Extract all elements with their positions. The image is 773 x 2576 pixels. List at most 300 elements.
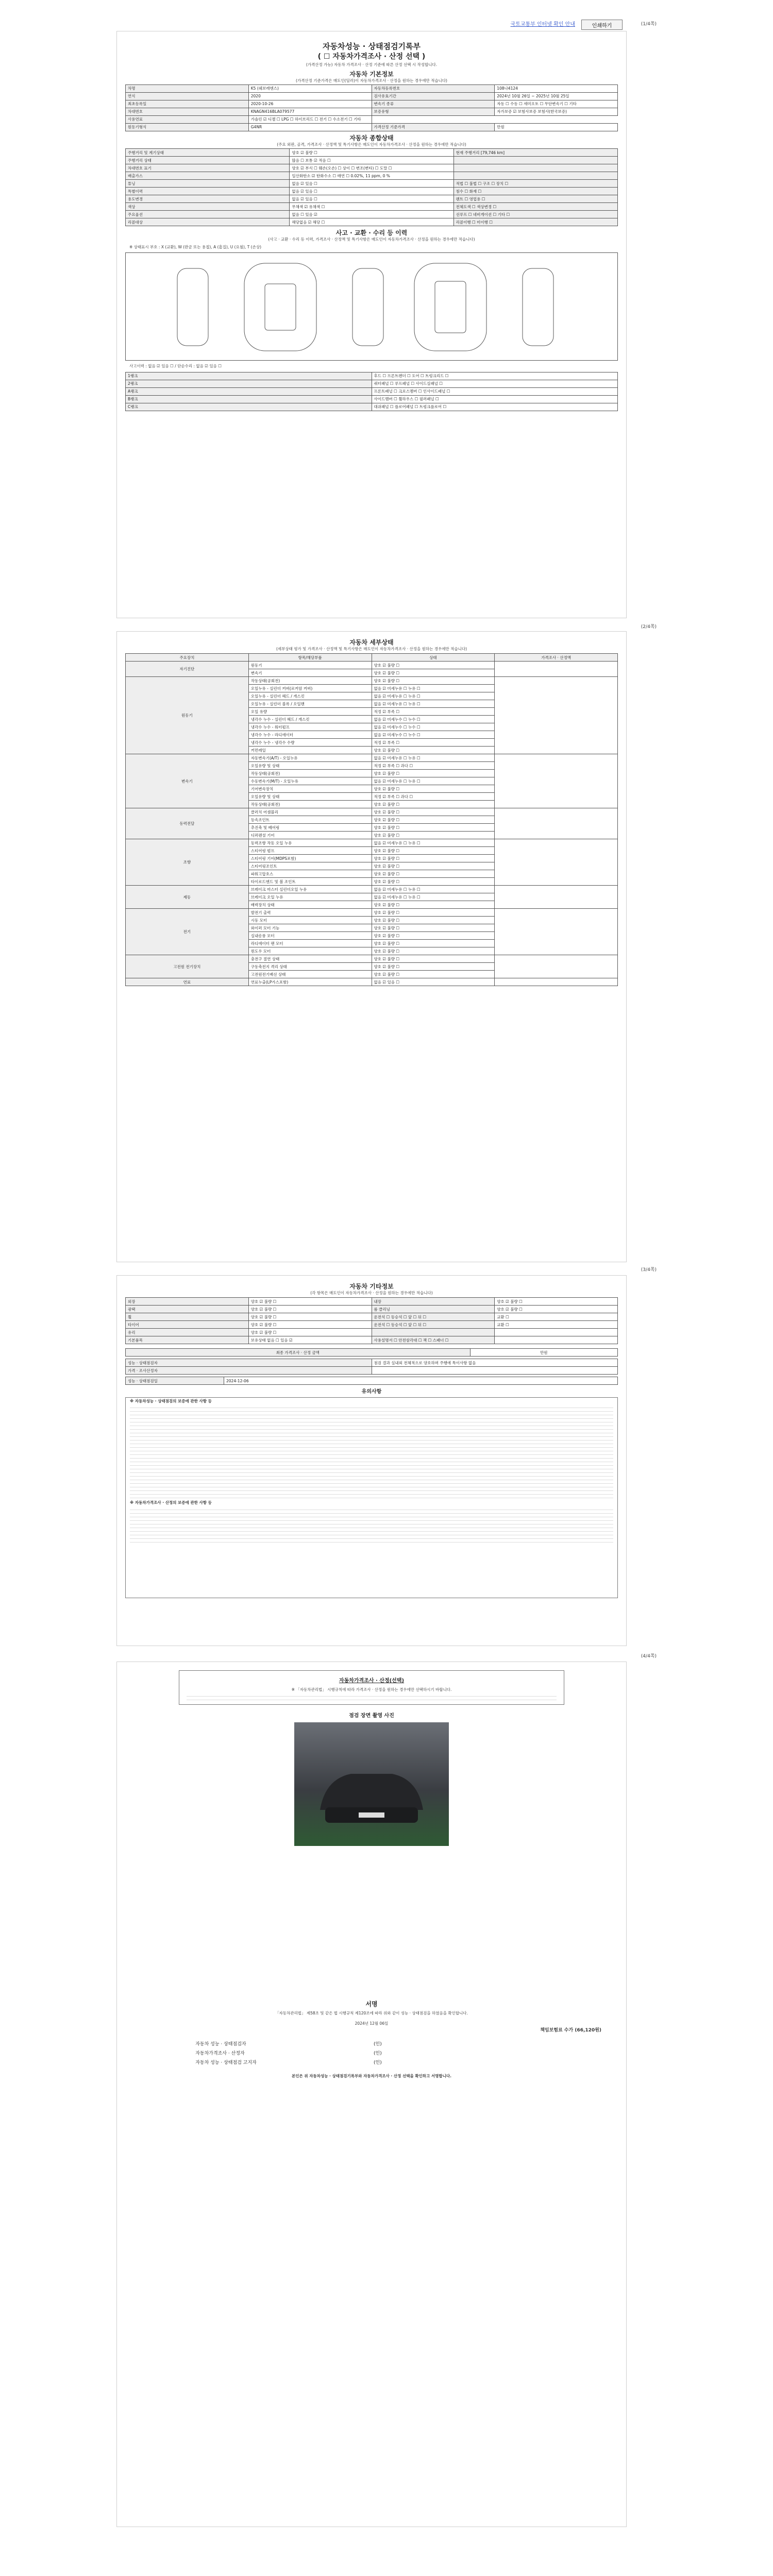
etc-cell: 외장 xyxy=(126,1298,249,1306)
state-cell: 없음 ☑ 있음 ☐ xyxy=(290,195,453,203)
detail-state: 없음 ☑ 미세누유 ☐ 누유 ☐ xyxy=(372,893,495,901)
notice-line xyxy=(130,1427,613,1430)
detail-header: 주요장치 xyxy=(126,654,249,662)
final-price-value: 만원 xyxy=(470,1349,618,1357)
doc-subtitle: ( ☐ 자동차가격조사 · 산정 선택 ) xyxy=(317,52,426,61)
state-cell: 없음 ☑ 있음 ☐ xyxy=(290,188,453,195)
detail-state: 양호 ☑ 불량 ☐ xyxy=(372,963,495,971)
frame-cell: 후드 ☐ 프론트펜더 ☐ 도어 ☐ 트렁크리드 ☐ xyxy=(372,372,618,380)
etc-cell: 교환 ☐ xyxy=(495,1321,618,1329)
state-row xyxy=(126,218,618,226)
detail-row xyxy=(126,909,618,917)
frame-row xyxy=(126,372,618,380)
state-cell: 선루프 ☐ 네비게이션 ☐ 기타 ☐ xyxy=(453,211,617,218)
frame-cell: 사이드멤버 ☐ 휠하우스 ☐ 필러패널 ☐ xyxy=(372,395,618,403)
state-cell xyxy=(453,172,617,180)
etc-row xyxy=(126,1306,618,1313)
notice-line xyxy=(130,1420,613,1422)
detail-state: 없음 ☑ 미세누유 ☐ 누유 ☐ xyxy=(372,685,495,692)
detail-item: 기어변속장치 xyxy=(248,785,372,793)
detail-item: 추진축 및 베어링 xyxy=(248,824,372,832)
notice-line xyxy=(130,1442,613,1444)
notice-line xyxy=(130,1460,613,1462)
notice-line xyxy=(130,1467,613,1469)
detail-state: 양호 ☑ 불량 ☐ xyxy=(372,832,495,839)
detail-item: 충전구 절연 상태 xyxy=(248,955,372,963)
detail-row xyxy=(126,978,618,986)
final-price-label: 최종 가격조사 · 산정 금액 xyxy=(126,1349,470,1357)
detail-item: 오일누유 - 실린더 블록 / 오일팬 xyxy=(248,700,372,708)
special-cell: 성능 · 상태점검자 xyxy=(126,1359,372,1367)
page-1 xyxy=(116,31,627,618)
frame-row xyxy=(126,380,618,387)
basic-info-cell: 자가보증 ☑ 보험사보증 보험사(한국보증) xyxy=(495,108,618,116)
etc-cell: 교환 ☐ xyxy=(495,1313,618,1321)
footer-text: 본인은 위 자동차성능 · 상태점검기록부와 자동차가격조사 · 산정 선택을 확인하고 서명합니다. xyxy=(292,2074,451,2079)
fee-tail: 원) xyxy=(595,2028,601,2033)
price-banner xyxy=(179,1670,564,1705)
etc-cell: 양호 ☑ 불량 ☐ xyxy=(495,1298,618,1306)
page-2 xyxy=(116,631,627,1262)
accident-sub: (사고 · 교환 · 수리 등 이력, 가격조사 · 산정액 및 특기사항은 매도인이 자동차가격조사 · 산정을 원하는 경우에만 적습니다) xyxy=(268,237,475,242)
detail-sub: (세부상태 평가 및 가격조사 · 산정액 및 특기사항은 매도인이 자동차가격조사 · 산정을 원하는 경우에만 적습니다) xyxy=(276,647,467,651)
signer-cell: 자동차 성능 · 상태점검 고지자 xyxy=(195,2060,257,2065)
basic-info-cell: 연식 xyxy=(126,93,249,100)
etc-row xyxy=(126,1313,618,1321)
detail-state: 양호 ☑ 불량 ☐ xyxy=(372,917,495,924)
detail-item: 커먼레일 xyxy=(248,747,372,754)
detail-state: 양호 ☑ 불량 ☐ xyxy=(372,847,495,855)
state-row xyxy=(126,188,618,195)
detail-row xyxy=(126,754,618,762)
detail-header: 상태 xyxy=(372,654,495,662)
detail-item: 스티어링조인트 xyxy=(248,862,372,870)
car-outline-icon xyxy=(126,253,618,360)
detail-price xyxy=(495,662,618,677)
state-row xyxy=(126,172,618,180)
notice-line xyxy=(130,1481,613,1484)
opinion-table xyxy=(125,1348,618,1357)
detail-state: 양호 ☑ 불량 ☐ xyxy=(372,662,495,669)
detail-state: 없음 ☑ 미세누유 ☐ 누유 ☐ xyxy=(372,839,495,847)
print-button[interactable]: 인쇄하기 xyxy=(581,20,623,30)
etc-row xyxy=(126,1298,618,1306)
detail-item: 스티어링 펌프 xyxy=(248,847,372,855)
basic-info-cell: 사용연료 xyxy=(126,116,249,124)
detail-row xyxy=(126,808,618,816)
basic-info-cell: 2020-10-26 xyxy=(248,100,372,108)
detail-price xyxy=(495,955,618,978)
basic-info-cell: 검사유효기간 xyxy=(372,93,495,100)
detail-group: 원동기 xyxy=(126,677,249,754)
notice-title: 유의사항 xyxy=(361,1389,382,1395)
notice-line xyxy=(130,1434,613,1437)
signer-cell: (인) xyxy=(374,2041,382,2047)
notice-line xyxy=(130,1452,613,1455)
state-cell: 침수 ☐ 화재 ☐ xyxy=(453,188,617,195)
notice-line xyxy=(130,1413,613,1415)
detail-state: 양호 ☑ 불량 ☐ xyxy=(372,862,495,870)
detail-item: 구동축전지 격리 상태 xyxy=(248,963,372,971)
sign-text: 「자동차관리법」 제58조 및 같은 법 시행규칙 제120조에 따라 위와 같이 성능 · 상태점검을 하였음을 확인합니다. xyxy=(275,2011,468,2016)
etc-cell xyxy=(495,1329,618,1336)
car-photo-icon xyxy=(294,1722,449,1846)
etc-cell: 양호 ☑ 불량 ☐ xyxy=(248,1313,372,1321)
detail-row xyxy=(126,662,618,669)
basic-info-cell: 가솔린 ☑ 디젤 ☐ LPG ☐ 하이브리드 ☐ 전기 ☐ 수소전기 ☐ 기타 xyxy=(248,116,372,124)
special-row xyxy=(126,1359,618,1367)
state-cell: 적법 ☐ 불법 ☐ 구조 ☐ 장치 ☐ xyxy=(453,180,617,188)
notice-line xyxy=(130,1449,613,1451)
basic-info-cell: 최초등록일 xyxy=(126,100,249,108)
state-cell: 없음 ☐ 있음 ☑ xyxy=(290,211,453,218)
frame-cell: A랭크 xyxy=(126,387,372,395)
etc-row xyxy=(126,1329,618,1336)
sign-title: 서명 xyxy=(365,2001,378,2008)
basic-info-cell: 2020 xyxy=(248,93,372,100)
check-date-value: 2024-12-06 xyxy=(224,1377,618,1385)
state-row xyxy=(126,164,618,172)
etc-title: 자동차 기타정보 xyxy=(349,1283,394,1290)
detail-state: 없음 ☑ 미세누수 ☐ 누수 ☐ xyxy=(372,716,495,723)
etc-cell: 사용설명서 ☐ 안전삼각대 ☐ 잭 ☐ 스패너 ☐ xyxy=(372,1336,495,1344)
detail-state: 없음 ☑ 미세누유 ☐ 누유 ☐ xyxy=(372,754,495,762)
notice-lines-2 xyxy=(126,1507,617,1543)
etc-cell: 룸 클리닝 xyxy=(372,1306,495,1313)
etc-cell: 운전석 ☐ 동승석 ☐ 앞 ☐ 뒤 ☐ xyxy=(372,1313,495,1321)
detail-header: 항목/해당부품 xyxy=(248,654,372,662)
check-date-label: 성능 · 상태점검일 xyxy=(126,1377,224,1385)
detail-state: 양호 ☑ 불량 ☐ xyxy=(372,816,495,824)
signer-row xyxy=(193,2040,550,2049)
etc-cell: 휠 xyxy=(126,1313,249,1321)
overall-state-sub: (주요 외판, 골격, 가격조사 · 산정액 및 특기사항은 매도인이 자동차가격조사 · 산정을 원하는 경우에만 적습니다) xyxy=(277,142,466,147)
detail-state: 없음 ☑ 미세누유 ☐ 누유 ☐ xyxy=(372,700,495,708)
frame-row xyxy=(126,395,618,403)
doc-note: (가격산정 가능) 자동차 가격조사 · 산정 기준에 따른 산정 선택 시 작성합니다. xyxy=(306,62,438,67)
notice-line xyxy=(130,1518,613,1521)
car-diagram xyxy=(125,252,618,361)
state-row xyxy=(126,149,618,157)
state-cell: 해당없음 ☑ 해당 ☐ xyxy=(290,218,453,226)
detail-state: 양호 ☑ 불량 ☐ xyxy=(372,940,495,947)
sign-date: 2024년 12월 06일 xyxy=(355,2021,389,2026)
state-cell: 주행거리 상태 xyxy=(126,157,290,164)
detail-group: 동력전달 xyxy=(126,808,249,839)
signer-row xyxy=(193,2049,550,2058)
doc-title: 자동차성능 · 상태점검기록부 xyxy=(322,42,421,51)
detail-item: 발전기 출력 xyxy=(248,909,372,917)
state-cell: 주행거리 및 계기상태 xyxy=(126,149,290,157)
notice-line xyxy=(130,1409,613,1412)
detail-item: 냉각수 누수 - 실린더 헤드 / 개스킷 xyxy=(248,716,372,723)
state-cell: 주요옵션 xyxy=(126,211,290,218)
detail-row xyxy=(126,677,618,685)
inspection-photo xyxy=(294,1722,449,1846)
notice-line xyxy=(130,1470,613,1473)
detail-item: 원동기 xyxy=(248,662,372,669)
state-cell: 렌트 ☐ 영업용 ☐ xyxy=(453,195,617,203)
state-cell: 일산화탄소 ☑ 탄화수소 ☐ 매연 ☐ 0.02%, 11 ppm, 0 % xyxy=(290,172,453,180)
basic-info-cell: 만원 xyxy=(495,124,618,131)
detail-state: 적정 ☑ 부족 ☐ 과다 ☐ xyxy=(372,793,495,801)
detail-state: 없음 ☑ 미세누유 ☐ 누유 ☐ xyxy=(372,692,495,700)
detail-state: 양호 ☑ 불량 ☐ xyxy=(372,878,495,886)
detail-item: 냉각수 누수 - 워터펌프 xyxy=(248,723,372,731)
etc-cell: 유리 xyxy=(126,1329,249,1336)
check-date-table xyxy=(125,1377,618,1385)
notice-line xyxy=(130,1431,613,1433)
state-row xyxy=(126,180,618,188)
detail-state: 양호 ☑ 불량 ☐ xyxy=(372,808,495,816)
detail-state: 양호 ☑ 불량 ☐ xyxy=(372,955,495,963)
signer-cell: (인) xyxy=(374,2060,382,2065)
etc-cell xyxy=(495,1336,618,1344)
detail-price xyxy=(495,839,618,886)
notice-line xyxy=(130,1496,613,1498)
detail-item: 연료누출(LP가스포함) xyxy=(248,978,372,986)
etc-cell: 광택 xyxy=(126,1306,249,1313)
etc-cell: 양호 ☑ 불량 ☐ xyxy=(248,1329,372,1336)
notice-line xyxy=(130,1438,613,1440)
page-4 xyxy=(116,1662,627,2527)
detail-item: 수동변속기(M/T) - 오일누유 xyxy=(248,777,372,785)
detail-state: 양호 ☑ 불량 ☐ xyxy=(372,924,495,932)
page-number-2: (2/4쪽) xyxy=(641,624,657,630)
notice-line xyxy=(130,1515,613,1517)
state-row xyxy=(126,211,618,218)
basic-info-row xyxy=(126,116,618,124)
detail-item: 등속조인트 xyxy=(248,816,372,824)
etc-cell xyxy=(372,1329,495,1336)
detail-group: 고전원 전기장치 xyxy=(126,955,249,978)
basic-info-cell: 자동차등록번호 xyxy=(372,85,495,93)
signer-table xyxy=(193,2040,550,2067)
detail-price xyxy=(495,978,618,986)
state-cell: 튜닝 xyxy=(126,180,290,188)
state-cell: 무채색 ☑ 유채색 ☐ xyxy=(290,203,453,211)
basic-info-cell: 2024년 10월 26일 ~ 2025년 10월 25일 xyxy=(495,93,618,100)
detail-item: 작동상태(공회전) xyxy=(248,677,372,685)
detail-state: 양호 ☑ 불량 ☐ xyxy=(372,669,495,677)
detail-item: 자동변속기(A/T) - 오일누유 xyxy=(248,754,372,762)
detail-state: 양호 ☑ 불량 ☐ xyxy=(372,855,495,862)
basic-info-row xyxy=(126,85,618,93)
detail-state: 양호 ☑ 불량 ☐ xyxy=(372,947,495,955)
detail-item: 브레이크 마스터 실린더오일 누유 xyxy=(248,886,372,893)
detail-item: 파워고압호스 xyxy=(248,870,372,878)
state-cell: 색상 xyxy=(126,203,290,211)
detail-price xyxy=(495,677,618,754)
detail-item: 타이로드엔드 및 볼 조인트 xyxy=(248,878,372,886)
verify-link[interactable]: 국토교통부 인터넷 확인 안내 xyxy=(510,22,575,27)
detail-state: 없음 ☑ 있음 ☐ xyxy=(372,978,495,986)
detail-state: 없음 ☑ 미세누유 ☐ 누유 ☐ xyxy=(372,777,495,785)
detail-state: 양호 ☑ 불량 ☐ xyxy=(372,932,495,940)
detail-row xyxy=(126,839,618,847)
notice-line xyxy=(130,1507,613,1510)
etc-cell: 양호 ☑ 불량 ☐ xyxy=(248,1321,372,1329)
notice-heading-2: ※ 자동차가격조사 · 산정의 보증에 관한 사항 등 xyxy=(130,1500,212,1505)
notice-line xyxy=(130,1456,613,1459)
etc-row xyxy=(126,1336,618,1344)
basic-info-row xyxy=(126,124,618,131)
banner-title: 자동차가격조사 · 산정(선택) xyxy=(339,1678,405,1684)
state-cell: 배출가스 xyxy=(126,172,290,180)
notice-heading-1: ※ 자동차성능 · 상태점검의 보증에 관한 사항 등 xyxy=(130,1398,212,1403)
detail-table xyxy=(125,653,618,986)
detail-state: 양호 ☑ 불량 ☐ xyxy=(372,770,495,777)
notice-line xyxy=(130,1463,613,1466)
detail-header: 가격조사 · 산정액 xyxy=(495,654,618,662)
frame-table xyxy=(125,372,618,411)
state-cell: 현재 주행거리 [79,746 km] xyxy=(453,149,617,157)
notice-line xyxy=(130,1485,613,1487)
detail-group: 변속기 xyxy=(126,754,249,808)
state-cell: 용도변경 xyxy=(126,195,290,203)
detail-item: 스티어링 기어(MDPS포함) xyxy=(248,855,372,862)
frame-cell: 대쉬패널 ☐ 플로어패널 ☐ 트렁크플로어 ☐ xyxy=(372,403,618,411)
signer-row xyxy=(193,2058,550,2067)
state-row xyxy=(126,157,618,164)
notice-line xyxy=(130,1416,613,1419)
notice-lines-1 xyxy=(126,1405,617,1498)
detail-item: 클러치 어셈블리 xyxy=(248,808,372,816)
accident-summary: 사고이력 : 없음 ☑ 있음 ☐ / 단순수리 : 없음 ☑ 있음 ☐ xyxy=(129,364,222,369)
state-row xyxy=(126,195,618,203)
signer-cell: 자동차 성능 · 상태점검자 xyxy=(195,2041,246,2047)
notice-line xyxy=(130,1478,613,1480)
detail-group: 연료 xyxy=(126,978,249,986)
state-cell: 차대번호 표기 xyxy=(126,164,290,172)
detail-item: 냉각수 누수 - 냉각수 수량 xyxy=(248,739,372,747)
etc-row xyxy=(126,1321,618,1329)
top-bar xyxy=(116,20,627,31)
detail-state: 양호 ☑ 불량 ☐ xyxy=(372,901,495,909)
special-cell: 가격 · 조사산정자 xyxy=(126,1367,372,1375)
detail-item: 와이퍼 모터 기능 xyxy=(248,924,372,932)
signer-cell: 자동차가격조사 · 산정자 xyxy=(195,2050,245,2056)
frame-cell: 2랭크 xyxy=(126,380,372,387)
overall-state-table xyxy=(125,148,618,226)
notice-line xyxy=(130,1536,613,1539)
state-cell: 리콜이행 ☐ 미이행 ☐ xyxy=(453,218,617,226)
detail-state: 없음 ☑ 미세누수 ☐ 누수 ☐ xyxy=(372,723,495,731)
state-cell: 리콜대상 xyxy=(126,218,290,226)
detail-state: 양호 ☑ 불량 ☐ xyxy=(372,870,495,878)
state-cell xyxy=(453,157,617,164)
detail-group: 조향 xyxy=(126,839,249,886)
detail-item: 작동상태(공회전) xyxy=(248,770,372,777)
detail-item: 오일유량 및 상태 xyxy=(248,793,372,801)
detail-state: 적정 ☑ 부족 ☐ xyxy=(372,739,495,747)
basic-info-cell: 108나4124 xyxy=(495,85,618,93)
special-row xyxy=(126,1367,618,1375)
state-cell: 특별이력 xyxy=(126,188,290,195)
etc-cell: 내장 xyxy=(372,1298,495,1306)
notice-line xyxy=(130,1511,613,1514)
notice-line xyxy=(130,1445,613,1448)
basic-info-cell: 자동 ☐ 수동 ☐ 세미오토 ☐ 무단변속기 ☐ 기타 xyxy=(495,100,618,108)
notice-line xyxy=(130,1522,613,1524)
special-cell xyxy=(372,1367,618,1375)
detail-group: 전기 xyxy=(126,909,249,955)
fee-label: 책임보험료 수가 ( xyxy=(540,2028,577,2033)
detail-item: 오일누유 - 실린더 커버(로커암 커버) xyxy=(248,685,372,692)
detail-state: 없음 ☑ 미세누유 ☐ 누유 ☐ xyxy=(372,886,495,893)
basic-info-cell: 차명 xyxy=(126,85,249,93)
detail-item: 변속기 xyxy=(248,669,372,677)
basic-info-row xyxy=(126,100,618,108)
detail-title: 자동차 세부상태 xyxy=(349,639,394,646)
detail-item: 오일 유량 xyxy=(248,708,372,716)
basic-info-cell: G4NR xyxy=(248,124,372,131)
banner-text: ※ 「자동차관리법」 시행규칙에 따라 가격조사 · 산정을 원하는 경우에만 선택하시기 바랍니다. xyxy=(291,1687,452,1692)
notice-line xyxy=(130,1492,613,1495)
page-number-3: (3/4쪽) xyxy=(641,1267,657,1273)
etc-cell: 양호 ☑ 불량 ☐ xyxy=(495,1306,618,1313)
detail-state: 없음 ☑ 미세누수 ☐ 누수 ☐ xyxy=(372,731,495,739)
detail-price xyxy=(495,909,618,955)
etc-table xyxy=(125,1297,618,1344)
notice-line xyxy=(130,1540,613,1543)
state-cell: 없음 ☑ 있음 ☐ xyxy=(290,180,453,188)
detail-item: 시동 모터 xyxy=(248,917,372,924)
fee-line xyxy=(117,2027,606,2035)
notice-line xyxy=(130,1405,613,1408)
state-cell: 양호 ☑ 부식 ☐ 훼손(오손) ☐ 상이 ☐ 변조(변타) ☐ 도말 ☐ xyxy=(290,164,453,172)
basic-info-cell: 차대번호 xyxy=(126,108,249,116)
basic-info-row xyxy=(126,108,618,116)
etc-cell: 운전석 ☐ 동승석 ☐ 앞 ☐ 뒤 ☐ xyxy=(372,1321,495,1329)
frame-row xyxy=(126,403,618,411)
notice-box xyxy=(125,1397,618,1598)
detail-item: 브레이크 오일 누유 xyxy=(248,893,372,901)
signer-cell: (인) xyxy=(374,2050,382,2056)
basic-info-cell: KNAGN416BLA079577 xyxy=(248,108,372,116)
notice-line xyxy=(130,1488,613,1491)
detail-item: 윈도우 모터 xyxy=(248,947,372,955)
page-3 xyxy=(116,1275,627,1646)
fee-value: 66,120 xyxy=(577,2028,595,2033)
detail-item: 배력장치 상태 xyxy=(248,901,372,909)
special-table xyxy=(125,1359,618,1375)
basic-info-row xyxy=(126,93,618,100)
special-cell: 점검 결과 실내외 전체적으로 양호하며 주행에 특이사항 없음 xyxy=(372,1359,618,1367)
detail-item: 실내송풍 모터 xyxy=(248,932,372,940)
detail-price xyxy=(495,808,618,839)
state-cell xyxy=(453,164,617,172)
frame-cell: 쿼터패널 ☐ 루프패널 ☐ 사이드실패널 ☐ xyxy=(372,380,618,387)
notice-line xyxy=(130,1526,613,1528)
detail-state: 양호 ☑ 불량 ☐ xyxy=(372,677,495,685)
state-cell: 양호 ☑ 불량 ☐ xyxy=(290,149,453,157)
detail-state: 적정 ☑ 부족 ☐ 과다 ☐ xyxy=(372,762,495,770)
detail-state: 양호 ☑ 불량 ☐ xyxy=(372,909,495,917)
state-row xyxy=(126,203,618,211)
detail-item: 고전원전기배선 상태 xyxy=(248,971,372,978)
basic-info-cell: 원동기형식 xyxy=(126,124,249,131)
etc-cell: 보유상태 없음 ☐ 있음 ☑ xyxy=(248,1336,372,1344)
page-number-4: (4/4쪽) xyxy=(641,1654,657,1659)
detail-row xyxy=(126,955,618,963)
basic-info-cell: K5 (쉐보레엔스) xyxy=(248,85,372,93)
basic-info-table xyxy=(125,84,618,131)
detail-group: 제동 xyxy=(126,886,249,909)
basic-info-cell: 가격산정 기준가격 xyxy=(372,124,495,131)
detail-state: 양호 ☑ 불량 ☐ xyxy=(372,824,495,832)
basic-info-sub: (가격산정 기준가격은 매도인(딜러)이 자동차가격조사 · 산정을 원하는 경우에만 적습니다) xyxy=(296,78,447,83)
